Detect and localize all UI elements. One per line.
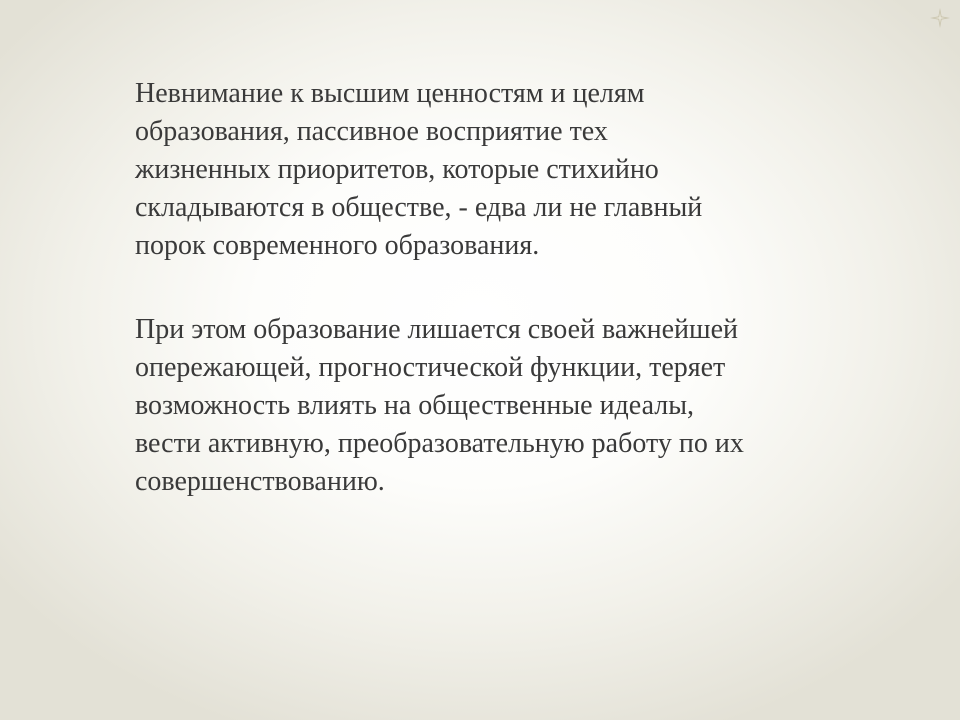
paragraph-1	[135, 75, 855, 265]
paragraph-line: опережающей, прогностической функции, теряет	[135, 352, 726, 383]
slide-body	[135, 75, 855, 501]
paragraph-2	[135, 311, 855, 501]
paragraph-line: возможность влиять на общественные идеалы,	[135, 390, 695, 421]
paragraph-line: вести активную, преобразовательную работу по их	[135, 428, 744, 459]
paragraph-line: порок современного образования.	[135, 230, 540, 261]
paragraph-line: образования, пассивное восприятие тех	[135, 116, 608, 147]
paragraph-line: складываются в обществе, - едва ли не главный	[135, 192, 703, 223]
sparkle-star-icon	[930, 8, 950, 28]
paragraph-line: жизненных приоритетов, которые стихийно	[135, 154, 659, 185]
paragraph-line: Невнимание к высшим ценностям и целям	[135, 78, 645, 109]
paragraph-line: совершенствованию.	[135, 466, 385, 497]
paragraph-line: При этом образование лишается своей важнейшей	[135, 314, 738, 345]
